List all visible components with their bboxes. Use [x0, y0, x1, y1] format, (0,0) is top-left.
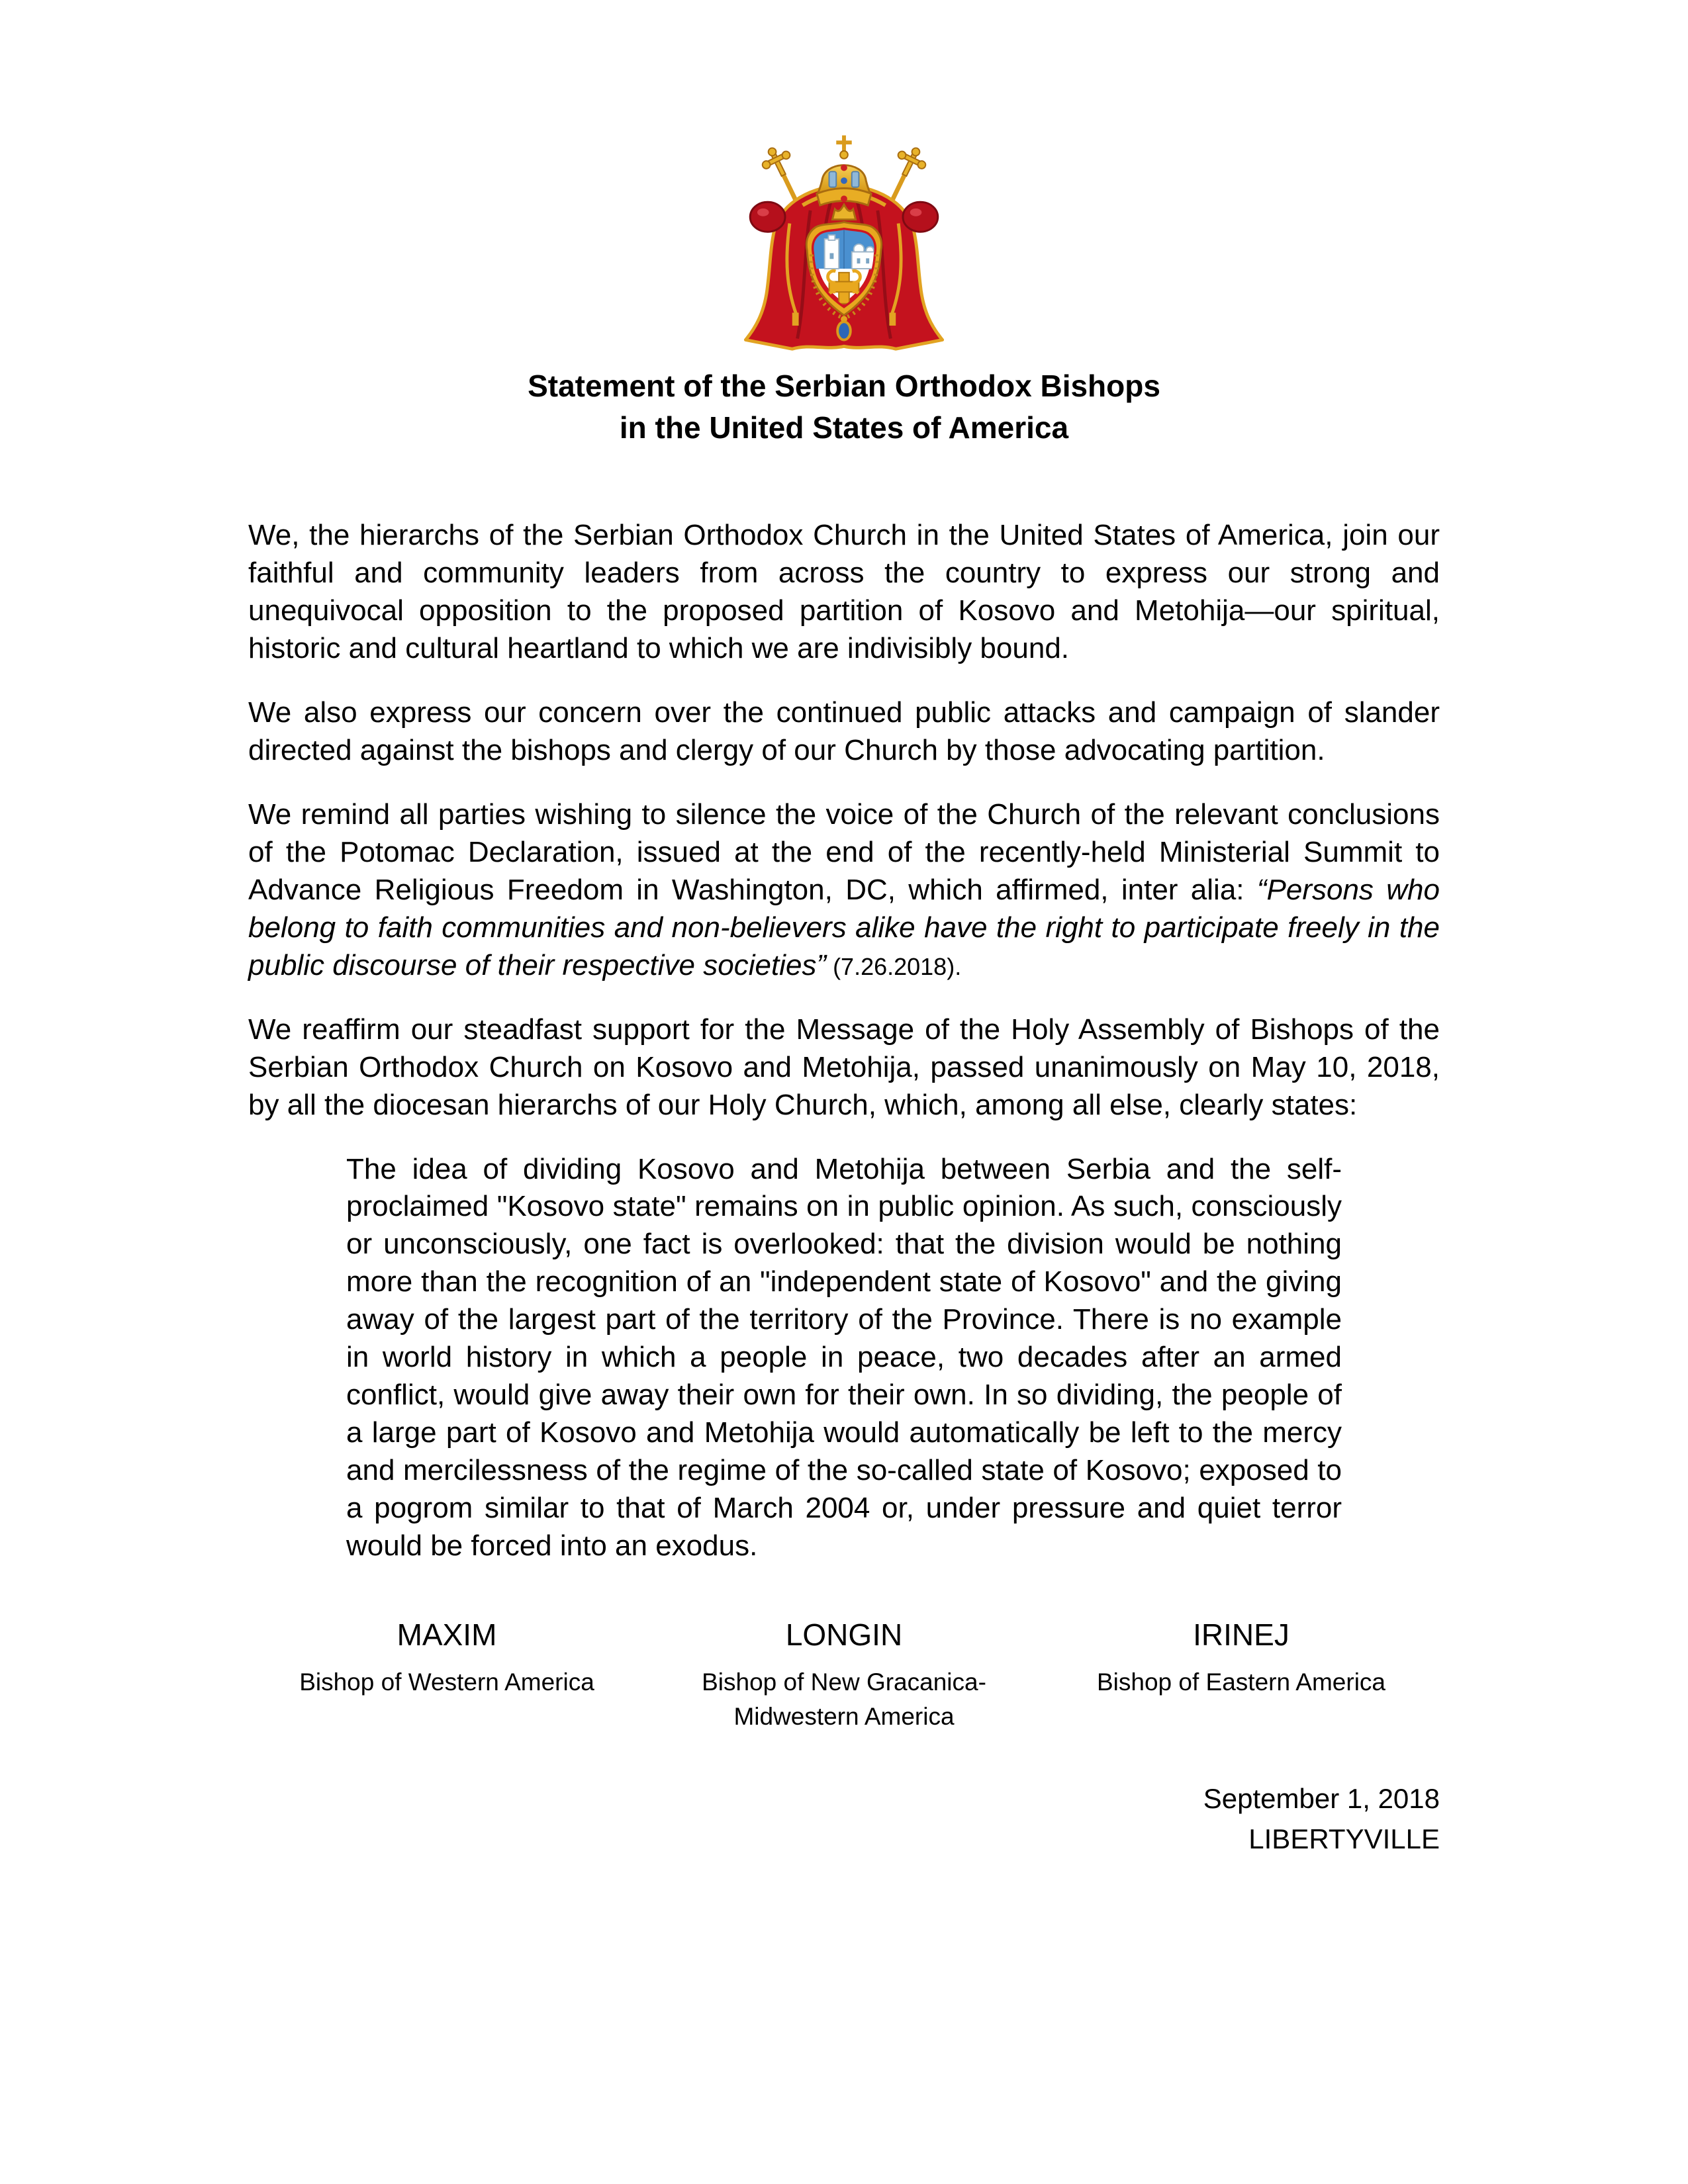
assembly-message-quote: The idea of dividing Kosovo and Metohija between Serbia and the self-proclaimed "Kosovo state" remains on in public opinion. As such, consciously or unconsciously, one fact is overlooked: that the division would be nothing more than the recognition of an "independent state of Kosovo" and the giving away of the largest part of the territory of the Province. There is no example in world history in which a people in peace, two decades after an armed conflict, would give away their own for their own. In so dividing, the people of a large part of Kosovo and Metohija would automatically be left to the mercy and mercilessness of the regime of the so-called state of Kosovo; exposed to a pogrom similar to that of March 2004 or, under pressure and quiet terror would be forced into an exodus.: [346, 1152, 1342, 1563]
serbian-orthodox-crest-icon: [727, 124, 961, 353]
signature-block: [248, 1617, 1440, 1734]
paragraph-4: We reaffirm our steadfast support for the Message of the Holy Assembly of Bishops of the Serbian Orthodox Church on Kosovo and Metohija, passed unanimously on May 10, 2018, by all the diocesan hierarchs of our Holy Church, which, among all else, clearly states:: [248, 1013, 1440, 1121]
crest-container: [248, 124, 1440, 355]
page-title: [248, 365, 1440, 449]
paragraph-3-citation: (7.26.2018).: [826, 952, 962, 980]
paragraph-1: We, the hierarchs of the Serbian Orthodox Church in the United States of America, join our faithful and community leaders from across the country to express our strong and unequivocal opposition to the proposed partition of Kosovo and Metohija—our spiritual, historic and cultural heartland to which we are indivisibly bound.: [248, 518, 1440, 664]
signature-maxim: [248, 1617, 645, 1734]
signatory-name: MAXIM: [397, 1617, 497, 1653]
signature-longin: [645, 1617, 1043, 1734]
paragraph-2: We also express our concern over the continued public attacks and campaign of slander directed against the bishops and clergy of our Church by those advocating partition.: [248, 696, 1440, 766]
paragraph-3: [248, 796, 1440, 985]
paragraph-3-quotation: “Persons who belong to faith communities and non-believers alike have the right to participate freely in the public discourse of their respective societies”: [248, 873, 1440, 981]
signatory-title: Bishop of Western America: [299, 1668, 594, 1696]
body-copy: [248, 517, 1440, 1860]
signatory-name: IRINEJ: [1193, 1617, 1289, 1653]
signature-irinej: [1043, 1617, 1440, 1734]
paragraph-3-text: We remind all parties wishing to silence the voice of the Church of the relevant conclusions of the Potomac Declaration, issued at the end of the recently-held Ministerial Summit to Advance Religious Freedom in Washington, DC, which affirmed, inter alia:: [248, 797, 1440, 906]
place-text: LIBERTYVILLE: [1248, 1823, 1440, 1854]
signatory-title: Bishop of New Gracanica-Midwestern America: [702, 1668, 986, 1731]
title-line-2: in the United States of America: [619, 410, 1069, 445]
dateline: [248, 1779, 1440, 1860]
date-text: September 1, 2018: [1203, 1782, 1440, 1814]
signatory-title: Bishop of Eastern America: [1097, 1668, 1385, 1696]
title-line-1: Statement of the Serbian Orthodox Bishops: [528, 369, 1160, 403]
signatory-name: LONGIN: [785, 1617, 903, 1653]
